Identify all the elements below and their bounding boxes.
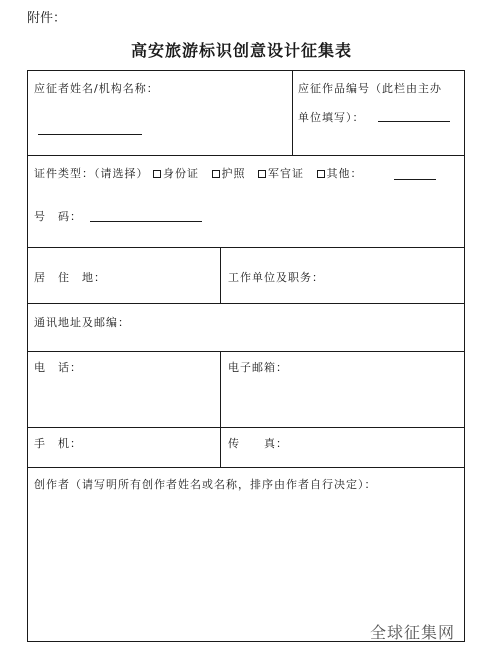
option-officer-id[interactable]: 军官证	[258, 167, 304, 180]
row-divider	[28, 427, 464, 428]
phone-label: 电 话：	[34, 361, 82, 374]
checkbox-icon[interactable]	[317, 170, 325, 178]
work-number-label-cont: 单位填写）：	[298, 111, 365, 124]
option-other[interactable]: 其他：	[317, 167, 363, 180]
work-unit-label: 工作单位及职务：	[228, 271, 324, 284]
address-label: 通讯地址及邮编：	[34, 316, 130, 329]
attachment-label: 附件：	[27, 11, 67, 26]
other-id-field[interactable]	[394, 179, 436, 180]
checkbox-icon[interactable]	[212, 170, 220, 178]
watermark: 全球征集网	[370, 623, 456, 642]
work-number-field[interactable]	[378, 121, 450, 122]
option-passport[interactable]: 护照	[212, 167, 246, 180]
id-type-label: 证件类型：（请选择）	[34, 167, 149, 180]
page-title: 高安旅游标识创意设计征集表	[130, 41, 352, 60]
id-number-label: 号 码：	[34, 210, 82, 223]
checkbox-icon[interactable]	[153, 170, 161, 178]
row-divider	[28, 155, 464, 156]
row-divider	[28, 303, 464, 304]
row-divider	[28, 247, 464, 248]
work-number-label: 应征作品编号（此栏由主办	[298, 82, 442, 95]
email-label: 电子邮箱：	[228, 361, 288, 374]
id-type-row	[34, 165, 371, 181]
column-divider	[292, 71, 293, 155]
column-divider	[220, 247, 221, 303]
checkbox-icon[interactable]	[258, 170, 266, 178]
applicant-name-field[interactable]	[38, 134, 142, 135]
application-form	[27, 70, 465, 642]
creators-label: 创作者（请写明所有创作者姓名或名称，排序由作者自行决定）：	[34, 478, 377, 491]
residence-label: 居 住 地：	[34, 271, 106, 284]
row-divider	[28, 467, 464, 468]
row-divider	[28, 351, 464, 352]
mobile-label: 手 机：	[34, 437, 82, 450]
fax-label: 传 真：	[228, 437, 288, 450]
option-id-card[interactable]: 身份证	[153, 167, 199, 180]
applicant-name-label: 应征者姓名/机构名称：	[34, 82, 159, 95]
id-number-field[interactable]	[90, 221, 202, 222]
column-divider	[220, 351, 221, 467]
